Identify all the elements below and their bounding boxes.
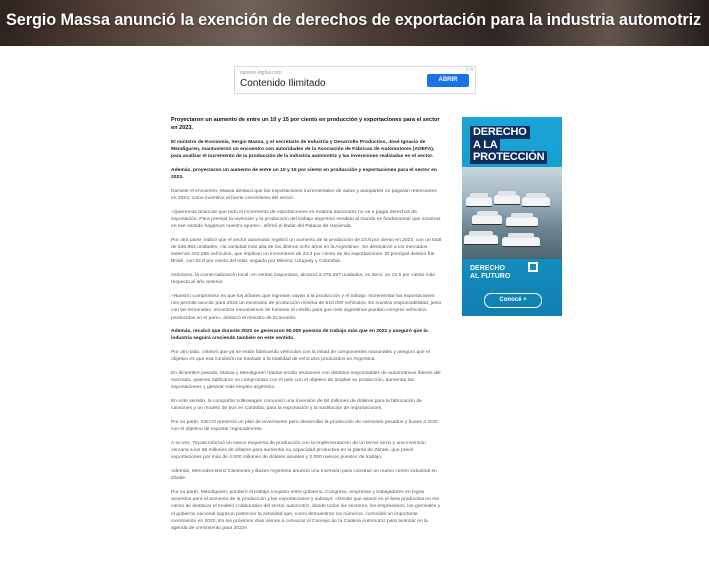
side-ad-line-1: DERECHO — [470, 126, 530, 139]
side-ad-cta-button[interactable]: Conocé + — [484, 293, 542, 308]
side-ad-brand-line-2: AL FUTURO — [470, 272, 511, 280]
article-body — [171, 117, 443, 539]
article-paragraph: Además, proyectaron un aumento de entre un 10 y 15 por ciento en producción y exportaciones para el sector en 2023. — [171, 167, 437, 180]
hero-banner — [0, 0, 709, 46]
article-paragraph: Asimismo, la comercialización local, en ventas mayoristas, alcanzó a 376.257 unidades, es decir, un 12,5 por ciento más respecto al año anterior. — [171, 273, 436, 286]
ad-choices-icon[interactable]: ▷✕ — [465, 67, 474, 73]
article-paragraph: Por otro lado, celebró que ya se están fabricando vehículos con la mitad de componentes nacionales y aseguró que el objetivo es que esa condición se traslade a la totalidad de vehículos producidos en Argentina. — [171, 350, 430, 363]
article-paragraph: Por su parte, Mendiguren, ponderó el trabajo conjunto entre gobierno, Congreso, empresas y trabajadores en lograr acuerdos para el aumento de la producción y las exportaciones y subrayó: «Desde que asumí en el área productiva no me canso de destacar el modelo colaborativo del sector automotriz, donde todos los sectores, los empresarios, los gremiales y el gobierno nacional lograron potenciar la actividad que, como demuestran los números, consolidó un importante crecimiento en 2022. En los próximos días vamos a convocar al Consejo de la Cadena Automotriz para avanzar en la agenda de crecimiento para 2023». — [171, 490, 441, 532]
ad-headline: Contenido Ilimitado — [240, 78, 326, 89]
side-ad-photo — [462, 167, 562, 259]
article-paragraph: «Queremos anunciar que todo el incremento de exportaciones en materia automotriz no va a pagar derechos de exportación. Para premiar la inversión y la producción del trabajo argentino vendido al mundo es fundamental que nosotros en ese sentido hagamos nuestro aporte», afirmó el titular del Palacio de Hacienda. — [171, 209, 441, 230]
article-paragraph: Por su parte, IVECO presentó un plan de inversiones para desarrollar la producción de camiones pesados y buses a GNC con el objetivo de exportar regionalmente. — [171, 420, 439, 433]
side-ad-line-2: A LA — [470, 139, 500, 152]
side-ad-headline — [470, 126, 547, 164]
article-paragraph: «Nuestro compromiso es que los dólares que ingresan vayan a la producción y el trabajo. Incrementar las exportaciones nos permite asociar para 2023 un escenario de producción mínima de 610.000 vehículos. Es nuestra responsabilidad, junto con las terminales, encontrar mecanismos de fomento al crédito para que más argentinos puedan comprar vehículos producidos en el país», destacó el ministro de Economía. — [171, 293, 442, 321]
side-advertisement[interactable] — [462, 117, 562, 316]
article-lead: Proyectaron un aumento de entre un 10 y 15 por ciento en producción y exportaciones para el sector en 2023. — [171, 117, 440, 131]
article-paragraph: En este sentido, la compañía Volkswagen comunicó una inversión de 50 millones de dólares para la fabricación de camiones y un modelo de bus en Córdoba, para la exportación y la sustitución de importaciones. — [171, 399, 422, 412]
ad-open-button[interactable]: ABRIR — [427, 74, 469, 87]
article-paragraph: Durante el encuentro, Massa destacó que las exportaciones incrementales de autos y autopartes no pagarán retenciones en 2023, como incentivo al fuerte crecimiento del sector. — [171, 188, 437, 201]
article-paragraph: Además, recalcó que durante 2022 se generaron 50.000 puestos de trabajo más que en 2021 y aseguró que la industria seguirá creciendo también en este sentido. — [171, 329, 428, 342]
article-paragraph: A su vez, Toyota informó un nuevo esquema de producción con la implementación de un tercer turno y una inversión cercana a los 65 millones de dólares para aumentar su capacidad productiva en la planta de Zárate, que prevé exportaciones por más de 4.000 millones de dólares anuales y 2.000 nuevos puestos de trabajo. — [171, 440, 426, 461]
side-ad-line-3: PROTECCIÓN — [470, 151, 547, 164]
article-paragraph: En diciembre pasado, Massa y Mendiguren habían tenido reuniones con distintos responsables de automotrices líderes del mercado, quienes ratificaron su compromiso con el país con el objetivo de ampliar su producción, aumentar las exportaciones y generar más empleo argentino. — [171, 371, 441, 391]
article-paragraph: Por otra parte, indicó que el sector automotor registró un aumento de la producción de 23,5 por ciento en 2022, con un total de 536.893 unidades, «la cantidad más alta de los últimos ocho años en la Argentina». Se destinaron a los mercados externos 322.286 vehículos, que implican un incremento de 24,3 por ciento de las exportaciones. El principal destino fue Brasil, con 62,8 por ciento del total, seguido por México, Uruguay y Colombia. — [171, 237, 442, 265]
article-paragraph: El ministro de Economía, Sergio Massa, y el secretario de Industria y Desarrollo Productivo, José Ignacio de Mendiguren, mantuvieron un encuentro con autoridades de la Asociación de Fábricas de Automotores (ADEFA), para analizar el incremento de la producción de la industria automotriz y las inversiones realizadas en el sector. — [171, 139, 435, 160]
side-ad-logo-icon — [528, 262, 538, 272]
article-paragraph: Además, Mercedes-Benz Camiones y Buses Argentina anunció una inversión para construir un nuevo centro industrial en Zárate. — [171, 469, 437, 482]
side-ad-brand-line-1: DERECHO — [470, 265, 506, 272]
ad-domain-text: opinion-digital.com — [240, 70, 282, 76]
top-advertisement[interactable] — [234, 66, 476, 94]
side-ad-brand — [470, 265, 510, 280]
article-title: Sergio Massa anunció la exención de derechos de exportación para la industria automotriz — [6, 11, 702, 29]
